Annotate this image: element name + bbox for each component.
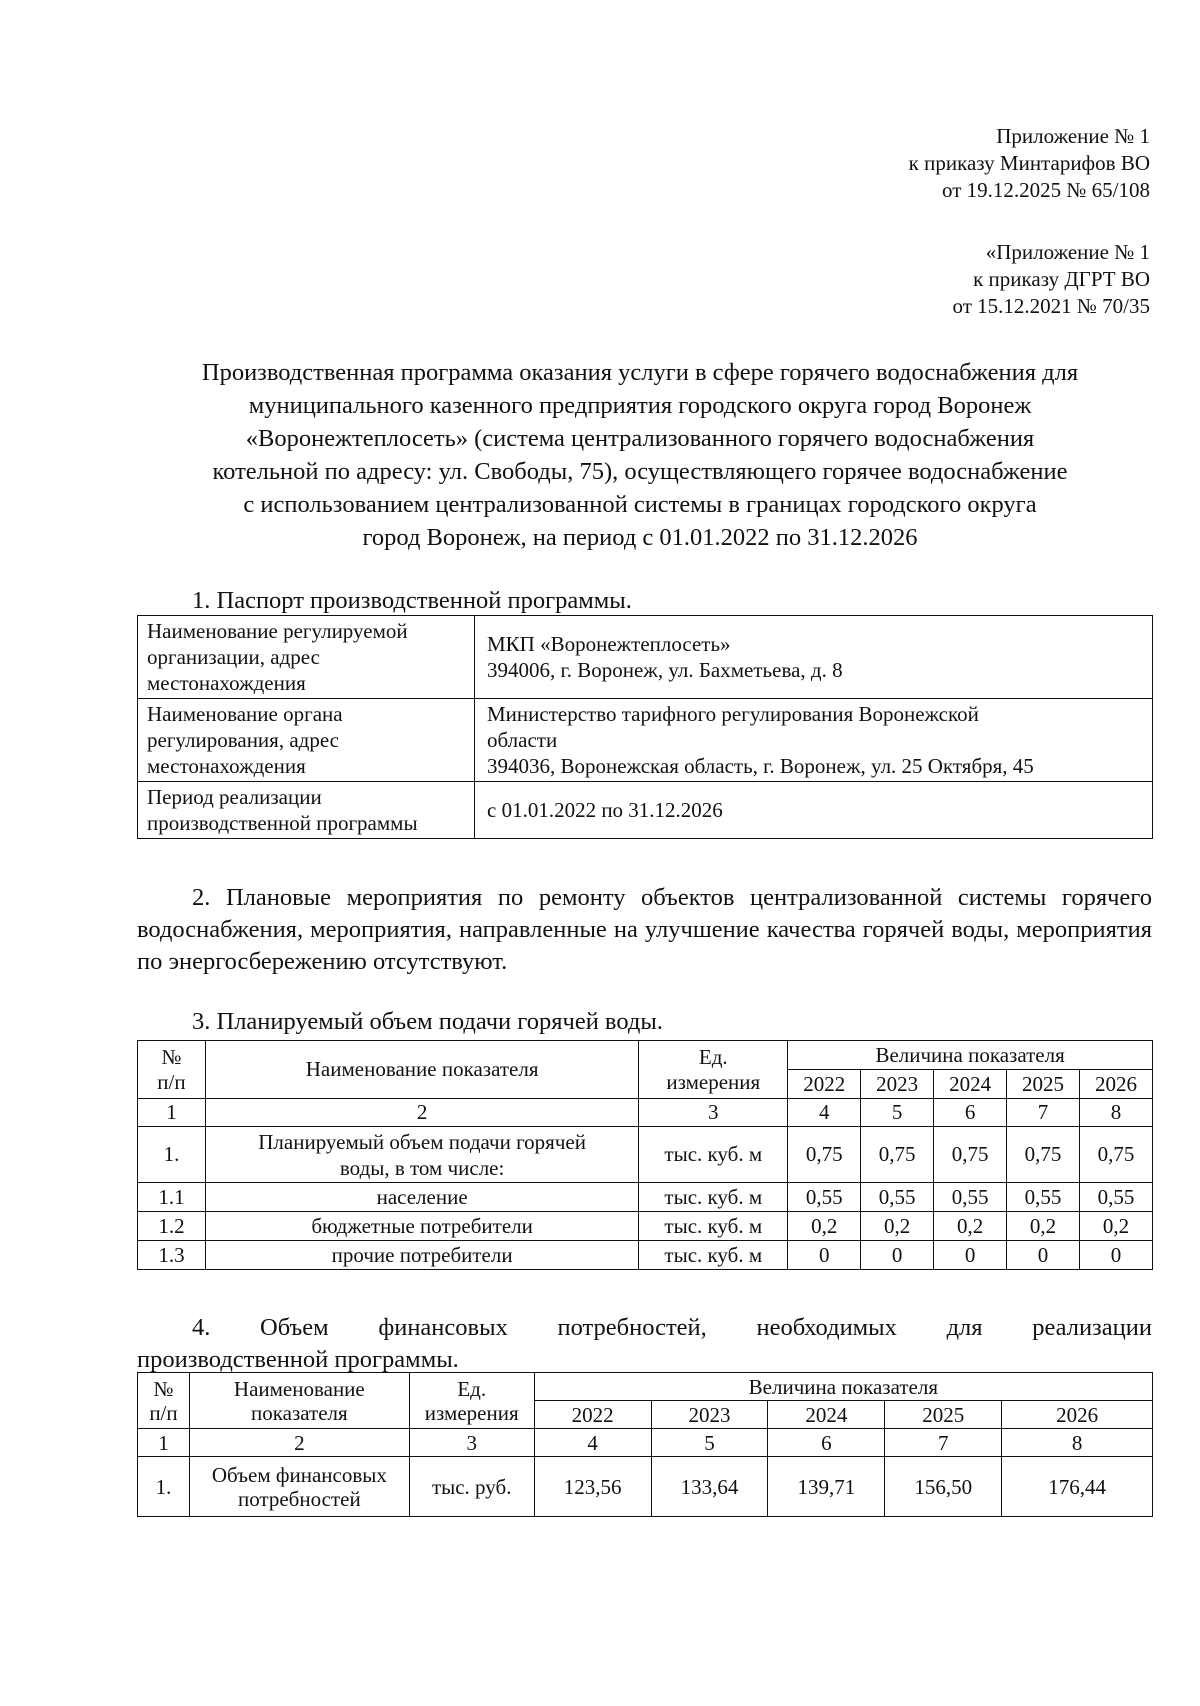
cell-line: потребностей (237, 1486, 361, 1511)
cell-line: Ед. (698, 1044, 728, 1069)
row-unit-cell: тыс. руб. (409, 1457, 534, 1517)
title-line: муниципального казенного предприятия городского округа город Воронеж (248, 392, 1032, 419)
financial-needs-table (137, 1372, 1153, 1517)
row-unit-cell: тыс. куб. м (639, 1212, 788, 1241)
cell-line: показателя (251, 1400, 348, 1425)
heading-word: потребностей, (557, 1314, 707, 1341)
cell-line: организации, адрес (147, 645, 320, 669)
cell-line: измерения (666, 1069, 761, 1094)
row-num-cell: 1.1 (138, 1183, 206, 1212)
column-number-cell: 8 (1079, 1099, 1152, 1127)
row-value-cell: 0,2 (861, 1212, 934, 1241)
row-value-cell: 0 (861, 1241, 934, 1270)
row-value-cell: 0,2 (1079, 1212, 1152, 1241)
column-number-cell: 1 (138, 1099, 206, 1127)
title-line: котельной по адресу: ул. Свободы, 75), осуществляющего горячее водоснабжение (212, 458, 1068, 485)
row-value-cell: 0,75 (861, 1127, 934, 1183)
header-year-cell: 2023 (651, 1401, 768, 1429)
row-value-cell: 133,64 (651, 1457, 768, 1517)
row-value-cell: 0 (1079, 1241, 1152, 1270)
cell-line: МКП «Воронежтеплосеть» (487, 632, 731, 656)
row-unit-cell: тыс. куб. м (639, 1241, 788, 1270)
section-3-heading: 3. Планируемый объем подачи горячей воды. (192, 1008, 663, 1035)
appendix-current-order (909, 123, 1150, 204)
column-number-cell: 7 (885, 1429, 1002, 1457)
table-row (138, 1457, 1153, 1517)
header-year-cell: 2023 (861, 1070, 934, 1099)
cell-line: местонахождения (147, 754, 306, 778)
cell-line: производственной программы (147, 811, 418, 835)
header-year-cell: 2026 (1079, 1070, 1152, 1099)
column-number-row (138, 1099, 1153, 1127)
heading-word: реализации (1032, 1314, 1152, 1341)
row-num-cell: 1. (138, 1127, 206, 1183)
cell-line: Министерство тарифного регулирования Воронежской (487, 702, 979, 726)
cell-line: измерения (424, 1400, 519, 1425)
row-name-cell (205, 1127, 638, 1183)
cell-line: № (161, 1044, 182, 1069)
column-number-cell: 7 (1007, 1099, 1080, 1127)
table-row (138, 1241, 1153, 1270)
passport-value-cell (475, 699, 1153, 782)
cell-line: Период реализации (147, 785, 322, 809)
cell-line: с 01.01.2022 по 31.12.2026 (487, 798, 723, 822)
header-value-group-cell: Величина показателя (788, 1041, 1153, 1070)
cell-line: 394006, г. Воронеж, ул. Бахметьева, д. 8 (487, 658, 843, 682)
row-name-cell: прочие потребители (205, 1241, 638, 1270)
cell-line: местонахождения (147, 671, 306, 695)
row-value-cell: 0,55 (788, 1183, 861, 1212)
header-year-cell: 2026 (1002, 1401, 1153, 1429)
row-name-cell (189, 1457, 409, 1517)
cell-line: Наименование (233, 1376, 365, 1401)
row-value-cell: 0,2 (1007, 1212, 1080, 1241)
header-year-cell: 2025 (1007, 1070, 1080, 1099)
table-row (138, 1212, 1153, 1241)
row-value-cell: 156,50 (885, 1457, 1002, 1517)
column-number-row (138, 1429, 1153, 1457)
header-unit-cell (409, 1373, 534, 1429)
header-name-cell (189, 1373, 409, 1429)
header-name-cell: Наименование показателя (205, 1041, 638, 1099)
cell-line: воды, в том числе: (339, 1155, 505, 1180)
passport-label-cell (138, 616, 475, 699)
table-header-row (138, 1373, 1153, 1401)
row-value-cell: 0 (788, 1241, 861, 1270)
appendix-line: «Приложение № 1 (985, 240, 1150, 264)
cell-line: области (487, 728, 558, 752)
column-number-cell: 6 (934, 1099, 1007, 1127)
header-year-cell: 2022 (534, 1401, 651, 1429)
title-line: «Воронежтеплосеть» (система централизованного горячего водоснабжения (245, 425, 1035, 452)
row-value-cell: 0 (934, 1241, 1007, 1270)
passport-label-cell (138, 782, 475, 839)
row-name-cell: бюджетные потребители (205, 1212, 638, 1241)
passport-value-cell (475, 782, 1153, 839)
row-value-cell: 0,55 (1079, 1183, 1152, 1212)
section-4-heading-line (137, 1312, 1152, 1344)
header-num-cell (138, 1373, 190, 1429)
column-number-cell: 1 (138, 1429, 190, 1457)
header-num-cell (138, 1041, 206, 1099)
column-number-cell: 6 (768, 1429, 885, 1457)
row-value-cell: 0 (1007, 1241, 1080, 1270)
section-4-heading-line: производственной программы. (137, 1346, 459, 1373)
row-value-cell: 0,75 (1079, 1127, 1152, 1183)
row-value-cell: 0,55 (1007, 1183, 1080, 1212)
passport-label-cell (138, 699, 475, 782)
row-unit-cell: тыс. куб. м (639, 1183, 788, 1212)
appendix-line: к приказу Минтарифов ВО (908, 151, 1150, 175)
column-number-cell: 4 (534, 1429, 651, 1457)
row-value-cell: 0,2 (934, 1212, 1007, 1241)
heading-word: необходимых (756, 1314, 897, 1341)
cell-line: регулирования, адрес (147, 728, 339, 752)
cell-line: Объем финансовых (211, 1462, 387, 1487)
header-year-cell: 2024 (934, 1070, 1007, 1099)
heading-word: финансовых (378, 1314, 508, 1341)
row-value-cell: 0,55 (934, 1183, 1007, 1212)
table-row (138, 699, 1153, 782)
row-value-cell: 176,44 (1002, 1457, 1153, 1517)
row-value-cell: 0,75 (788, 1127, 861, 1183)
column-number-cell: 5 (651, 1429, 768, 1457)
cell-line: п/п (157, 1069, 186, 1094)
passport-value-cell (475, 616, 1153, 699)
row-unit-cell: тыс. куб. м (639, 1127, 788, 1183)
title-line: с использованием централизованной системы в границах городского округа (243, 491, 1037, 518)
row-value-cell: 0,2 (788, 1212, 861, 1241)
column-number-cell: 2 (189, 1429, 409, 1457)
column-number-cell: 3 (639, 1099, 788, 1127)
row-value-cell: 0,55 (861, 1183, 934, 1212)
row-value-cell: 0,75 (1007, 1127, 1080, 1183)
header-unit-cell (639, 1041, 788, 1099)
heading-word: для (946, 1314, 983, 1341)
header-value-group-cell: Величина показателя (534, 1373, 1152, 1401)
section-1-heading: 1. Паспорт производственной программы. (192, 587, 632, 614)
heading-word: Объем (260, 1314, 329, 1341)
passport-table (137, 615, 1153, 839)
row-value-cell: 0,75 (934, 1127, 1007, 1183)
cell-line: Ед. (457, 1376, 487, 1401)
row-name-cell: население (205, 1183, 638, 1212)
row-num-cell: 1.2 (138, 1212, 206, 1241)
appendix-line: от 15.12.2021 № 70/35 (952, 294, 1150, 318)
section-4-heading (137, 1312, 1152, 1376)
table-header-row (138, 1041, 1153, 1070)
header-year-cell: 2022 (788, 1070, 861, 1099)
cell-line: Наименование органа (147, 702, 343, 726)
title-line: Производственная программа оказания услуги в сфере горячего водоснабжения для (201, 359, 1079, 386)
column-number-cell: 5 (861, 1099, 934, 1127)
appendix-original-order (952, 239, 1150, 320)
header-year-cell: 2024 (768, 1401, 885, 1429)
column-number-cell: 4 (788, 1099, 861, 1127)
cell-line: № (153, 1376, 174, 1401)
appendix-line: от 19.12.2025 № 65/108 (941, 178, 1150, 202)
column-number-cell: 3 (409, 1429, 534, 1457)
column-number-cell: 8 (1002, 1429, 1153, 1457)
appendix-line: Приложение № 1 (996, 124, 1150, 148)
cell-line: Наименование регулируемой (147, 619, 408, 643)
cell-line: 394036, Воронежская область, г. Воронеж, ул. 25 Октября, 45 (487, 754, 1034, 778)
row-value-cell: 139,71 (768, 1457, 885, 1517)
row-num-cell: 1. (138, 1457, 190, 1517)
table-row (138, 1183, 1153, 1212)
cell-line: Планируемый объем подачи горячей (258, 1129, 586, 1154)
table-row (138, 782, 1153, 839)
title-line: город Воронеж, на период с 01.01.2022 по 31.12.2026 (362, 524, 918, 551)
header-year-cell: 2025 (885, 1401, 1002, 1429)
hot-water-volume-table (137, 1040, 1153, 1270)
document-title (128, 356, 1152, 554)
heading-word: 4. (192, 1314, 211, 1341)
column-number-cell: 2 (205, 1099, 638, 1127)
table-row (138, 1127, 1153, 1183)
section-2-text: 2. Плановые мероприятия по ремонту объектов централизованной системы горячего водоснабжения, мероприятия, направленные на улучшение качества горячей воды, мероприятия по энергосбережению отсутствуют. (137, 884, 1152, 975)
appendix-line: к приказу ДГРТ ВО (973, 267, 1150, 291)
row-num-cell: 1.3 (138, 1241, 206, 1270)
table-row (138, 616, 1153, 699)
cell-line: п/п (149, 1400, 178, 1425)
row-value-cell: 123,56 (534, 1457, 651, 1517)
